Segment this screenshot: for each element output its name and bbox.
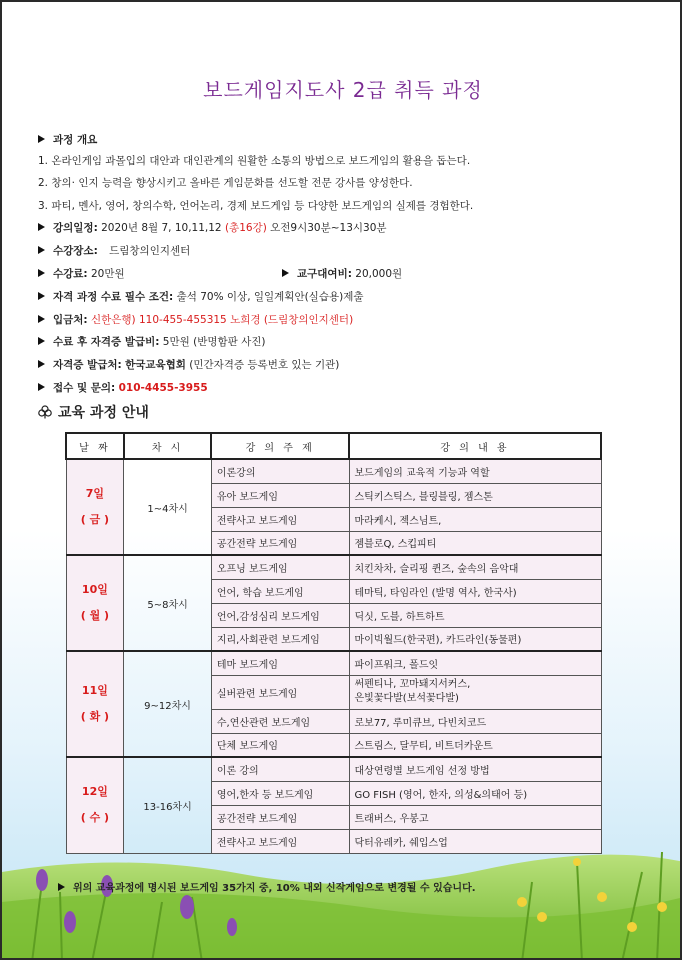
info-issuer: 자격증 발급처: 한국교육협회 (민간자격증 등록번호 있는 기관) bbox=[38, 358, 339, 372]
bullet-triangle-icon bbox=[38, 383, 45, 391]
content-line: 은빛꽃다발(보석꽃다발) bbox=[354, 693, 459, 704]
content-cell: 트래버스, 우봉고 bbox=[349, 805, 601, 829]
topic-cell: 단체 보드게임 bbox=[211, 733, 349, 757]
topic-cell: 유아 보드게임 bbox=[211, 483, 349, 507]
content-cell: 치킨차차, 슬리핑 퀸즈, 숲속의 음악대 bbox=[349, 555, 601, 579]
overview-item: 2. 창의· 인지 능력을 향상시키고 올바른 게임문화를 선도할 전문 강사를 양성한다. bbox=[38, 177, 413, 189]
table-row bbox=[66, 651, 601, 675]
footer-note: 위의 교육과정에 명시된 보드게임 35가지 중, 10% 내외 신작게임으로 변경될 수 있습니다. bbox=[58, 879, 476, 894]
content-cell: 스트림스, 달무티, 비트더카운트 bbox=[349, 733, 601, 757]
bullet-triangle-icon bbox=[38, 135, 45, 143]
content-cell: 마라케시, 젝스님트, bbox=[349, 507, 601, 531]
overview-item: 3. 파티, 멘사, 영어, 창의수학, 언어논리, 경제 보드게임 등 다양한 보드게임의 실제를 경험한다. bbox=[38, 200, 474, 212]
topic-cell: 실버관련 보드게임 bbox=[211, 675, 349, 709]
weekday-label: ( 수 ) bbox=[80, 811, 110, 825]
topic-cell: 이론강의 bbox=[211, 459, 349, 483]
topic-cell: 영어,한자 등 보드게임 bbox=[211, 781, 349, 805]
bullet-triangle-icon bbox=[58, 883, 65, 891]
topic-cell: 공간전략 보드게임 bbox=[211, 805, 349, 829]
content-cell: 스틱키스틱스, 블링블링, 젬스톤 bbox=[349, 483, 601, 507]
day-label: 12일 bbox=[81, 785, 108, 799]
session-cell: 9~12차시 bbox=[124, 651, 212, 757]
bullet-triangle-icon bbox=[38, 337, 45, 345]
topic-cell: 테마 보드게임 bbox=[211, 651, 349, 675]
header-session: 차 시 bbox=[124, 433, 212, 459]
day-label: 7일 bbox=[85, 487, 105, 500]
weekday-label: ( 화 ) bbox=[80, 710, 110, 723]
table-row bbox=[66, 757, 601, 781]
date-cell bbox=[66, 651, 124, 757]
table-body bbox=[66, 459, 601, 853]
info-contact: 접수 및 문의: 010-4455-3955 bbox=[38, 381, 208, 395]
topic-cell: 전략사고 보드게임 bbox=[211, 507, 349, 531]
date-cell bbox=[66, 757, 124, 853]
topic-cell: 지리,사회관련 보드게임 bbox=[211, 627, 349, 651]
overview-heading: 과정 개요 bbox=[38, 133, 97, 147]
weekday-label: ( 월 ) bbox=[80, 609, 110, 622]
topic-cell: 언어,감성심리 보드게임 bbox=[211, 603, 349, 627]
date-cell bbox=[66, 555, 124, 651]
topic-cell: 언어, 학습 보드게임 bbox=[211, 579, 349, 603]
day-label: 10일 bbox=[81, 583, 108, 596]
overview-item: 1. 온라인게임 과몰입의 대안과 대인관계의 원활한 소통의 방법으로 보드게임의 활용을 돕는다. bbox=[38, 155, 471, 167]
info-account: 입금처: 신한은행) 110-455-455315 노희경 (드림창의인지센터) bbox=[38, 313, 353, 327]
content-cell: GO FISH (영어, 한자, 의성&의태어 등) bbox=[349, 781, 601, 805]
info-requirement: 자격 과정 수료 필수 조건: 출석 70% 이상, 일일계획안(실습용)제출 bbox=[38, 290, 364, 304]
schedule-table bbox=[65, 432, 602, 854]
bullet-triangle-icon bbox=[38, 360, 45, 368]
table-row bbox=[66, 555, 601, 579]
header-topic: 강 의 주 제 bbox=[211, 433, 349, 459]
content-cell: 대상연령별 보드게임 선정 방법 bbox=[349, 757, 601, 781]
weekday-label: ( 금 ) bbox=[80, 513, 110, 526]
content-cell: 마이빅월드(한국편), 카드라인(동물편) bbox=[349, 627, 601, 651]
table-header-row bbox=[66, 433, 601, 459]
section-title: 교육 과정 안내 bbox=[38, 402, 149, 422]
bullet-triangle-icon bbox=[38, 223, 45, 231]
content-line: 써펜티나, 꼬마돼지서커스, bbox=[354, 679, 471, 690]
date-cell bbox=[66, 459, 124, 555]
content-cell: 테마틱, 타임라인 (발명 역사, 한국사) bbox=[349, 579, 601, 603]
session-cell: 1~4차시 bbox=[124, 459, 212, 555]
content-cell: 닥터유레카, 쉐입스업 bbox=[349, 829, 601, 853]
content-cell: 보드게임의 교육적 기능과 역할 bbox=[349, 459, 601, 483]
header-date: 날 짜 bbox=[66, 433, 124, 459]
topic-cell: 전략사고 보드게임 bbox=[211, 829, 349, 853]
content-cell: 로보77, 루미큐브, 다빈치코드 bbox=[349, 709, 601, 733]
content-cell bbox=[349, 675, 601, 709]
session-cell: 13-16차시 bbox=[124, 757, 212, 853]
content-cell: 딕싯, 도블, 하트하트 bbox=[349, 603, 601, 627]
day-label: 11일 bbox=[81, 684, 108, 697]
content-cell: 파이프워크, 폴드잇 bbox=[349, 651, 601, 675]
bullet-triangle-icon bbox=[38, 246, 45, 254]
content-cell: 젬블로Q, 스킵피티 bbox=[349, 531, 601, 555]
bullet-triangle-icon bbox=[38, 315, 45, 323]
header-content: 강 의 내 용 bbox=[349, 433, 601, 459]
topic-cell: 수,연산관련 보드게임 bbox=[211, 709, 349, 733]
info-fee: 수강료: 20만원 bbox=[38, 267, 125, 281]
topic-cell: 이론 강의 bbox=[211, 757, 349, 781]
session-cell: 5~8차시 bbox=[124, 555, 212, 651]
info-schedule: 강의일정: 2020년 8월 7, 10,11,12 (총16강) 오전9시30분~13시30분 bbox=[38, 221, 387, 235]
bullet-triangle-icon bbox=[38, 269, 45, 277]
info-material-fee: 교구대여비: 20,000원 bbox=[282, 267, 402, 281]
topic-cell: 오프닝 보드게임 bbox=[211, 555, 349, 579]
table-row bbox=[66, 459, 601, 483]
bullet-triangle-icon bbox=[38, 292, 45, 300]
info-venue: 수강장소: 드림창의인지센터 bbox=[38, 244, 190, 258]
bullet-triangle-icon bbox=[282, 269, 289, 277]
topic-cell: 공간전략 보드게임 bbox=[211, 531, 349, 555]
clover-icon bbox=[38, 405, 52, 419]
page-title: 보드게임지도사 2급 취득 과정 bbox=[203, 78, 483, 102]
info-cert-fee: 수료 후 자격증 발급비: 5만원 (반명함판 사진) bbox=[38, 335, 266, 349]
